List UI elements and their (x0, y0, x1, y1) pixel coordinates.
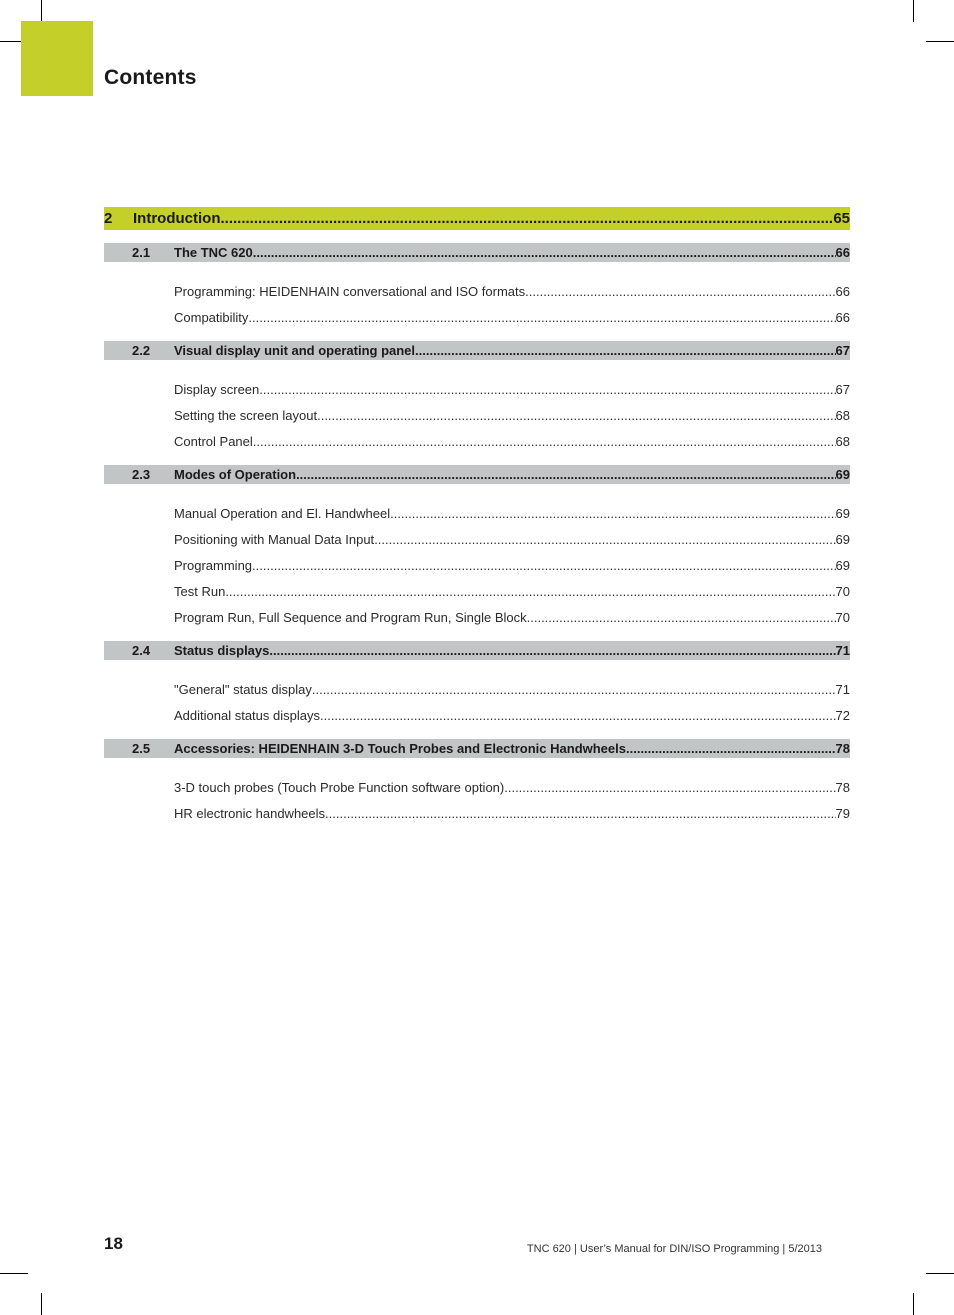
chapter-page: 65 (833, 210, 850, 227)
leader-dots (253, 243, 836, 262)
entry-page: 71 (835, 682, 850, 697)
chapter-number: 2 (104, 210, 113, 227)
entry-page: 68 (835, 434, 850, 449)
crop-mark (41, 1293, 42, 1315)
entry-page: 70 (835, 584, 850, 599)
leader-dots (325, 801, 836, 827)
leader-dots (248, 305, 835, 331)
leader-dots (390, 501, 835, 527)
leader-dots (259, 377, 835, 403)
page-number: 18 (104, 1234, 123, 1253)
section-page: 67 (835, 343, 850, 358)
entry-page: 69 (835, 532, 850, 547)
toc-entry[interactable] (104, 677, 850, 703)
leader-dots (527, 605, 836, 631)
entry-title: Manual Operation and El. Handwheel (174, 506, 391, 521)
leader-dots (269, 641, 835, 660)
entry-page: 70 (835, 610, 850, 625)
chapter-title: Introduction (133, 210, 221, 227)
entry-page: 78 (835, 780, 850, 795)
leader-dots (320, 703, 836, 729)
leader-dots (504, 775, 835, 801)
crop-mark (41, 0, 42, 22)
crop-mark (926, 41, 954, 42)
crop-mark (926, 1273, 954, 1274)
crop-mark (913, 0, 914, 22)
section-number: 2.3 (132, 467, 151, 482)
entry-page: 69 (835, 506, 850, 521)
leader-dots (525, 279, 835, 305)
toc-section[interactable] (104, 739, 850, 758)
toc-section[interactable] (104, 641, 850, 660)
entry-title: Test Run (174, 584, 226, 599)
leader-dots (225, 579, 835, 605)
leader-dots (312, 677, 836, 703)
section-page: 69 (835, 467, 850, 482)
toc-section[interactable] (104, 243, 850, 262)
section-number: 2.4 (132, 643, 151, 658)
entry-title: Programming: HEIDENHAIN conversational and ISO formats (174, 284, 526, 299)
section-title: Status displays (174, 643, 270, 658)
table-of-contents (104, 207, 850, 827)
section-title: Accessories: HEIDENHAIN 3-D Touch Probes and Electronic Handwheels (174, 741, 626, 756)
section-number: 2.2 (132, 343, 151, 358)
section-title: Visual display unit and operating panel (174, 343, 416, 358)
section-number: 2.1 (132, 245, 151, 260)
leader-dots (253, 429, 836, 455)
entry-title: Compatibility (174, 310, 249, 325)
entry-title: Positioning with Manual Data Input (174, 532, 375, 547)
toc-entry[interactable] (104, 605, 850, 631)
section-title: Modes of Operation (174, 467, 297, 482)
toc-entry[interactable] (104, 279, 850, 305)
entry-page: 66 (835, 284, 850, 299)
entry-title: HR electronic handwheels (174, 806, 326, 821)
leader-dots (374, 527, 835, 553)
chapter-color-tab (21, 21, 93, 96)
crop-mark (0, 1273, 28, 1274)
toc-section[interactable] (104, 465, 850, 484)
section-page: 66 (835, 245, 850, 260)
toc-entry[interactable] (104, 403, 850, 429)
entry-title: Additional status displays (174, 708, 320, 723)
leader-dots (296, 465, 835, 484)
leader-dots (220, 207, 833, 230)
toc-entry[interactable] (104, 553, 850, 579)
entry-page: 67 (835, 382, 850, 397)
section-number: 2.5 (132, 741, 151, 756)
entry-title: Programming (174, 558, 253, 573)
footer-text: TNC 620 | User’s Manual for DIN/ISO Programming | 5/2013 (526, 1243, 822, 1255)
entry-page: 79 (835, 806, 850, 821)
toc-entry[interactable] (104, 527, 850, 553)
leader-dots (252, 553, 836, 579)
crop-mark (913, 1293, 914, 1315)
entry-title: Program Run, Full Sequence and Program Run, Single Block (174, 610, 527, 625)
toc-entry[interactable] (104, 703, 850, 729)
entry-page: 66 (835, 310, 850, 325)
entry-title: Control Panel (174, 434, 253, 449)
entry-title: "General" status display (174, 682, 312, 697)
page-title: Contents (104, 66, 197, 89)
toc-entry[interactable] (104, 501, 850, 527)
section-title: The TNC 620 (174, 245, 253, 260)
section-page: 78 (835, 741, 850, 756)
entry-title: Setting the screen layout (174, 408, 318, 423)
toc-chapter[interactable] (104, 207, 850, 230)
leader-dots (317, 403, 835, 429)
entry-title: 3-D touch probes (Touch Probe Function software option) (174, 780, 505, 795)
toc-entry[interactable] (104, 775, 850, 801)
toc-entry[interactable] (104, 579, 850, 605)
entry-page: 68 (835, 408, 850, 423)
toc-entry[interactable] (104, 305, 850, 331)
leader-dots (626, 739, 836, 758)
entry-page: 69 (835, 558, 850, 573)
leader-dots (415, 341, 836, 360)
toc-entry[interactable] (104, 801, 850, 827)
entry-page: 72 (835, 708, 850, 723)
entry-title: Display screen (174, 382, 260, 397)
section-page: 71 (835, 643, 850, 658)
toc-entry[interactable] (104, 377, 850, 403)
toc-entry[interactable] (104, 429, 850, 455)
toc-section[interactable] (104, 341, 850, 360)
